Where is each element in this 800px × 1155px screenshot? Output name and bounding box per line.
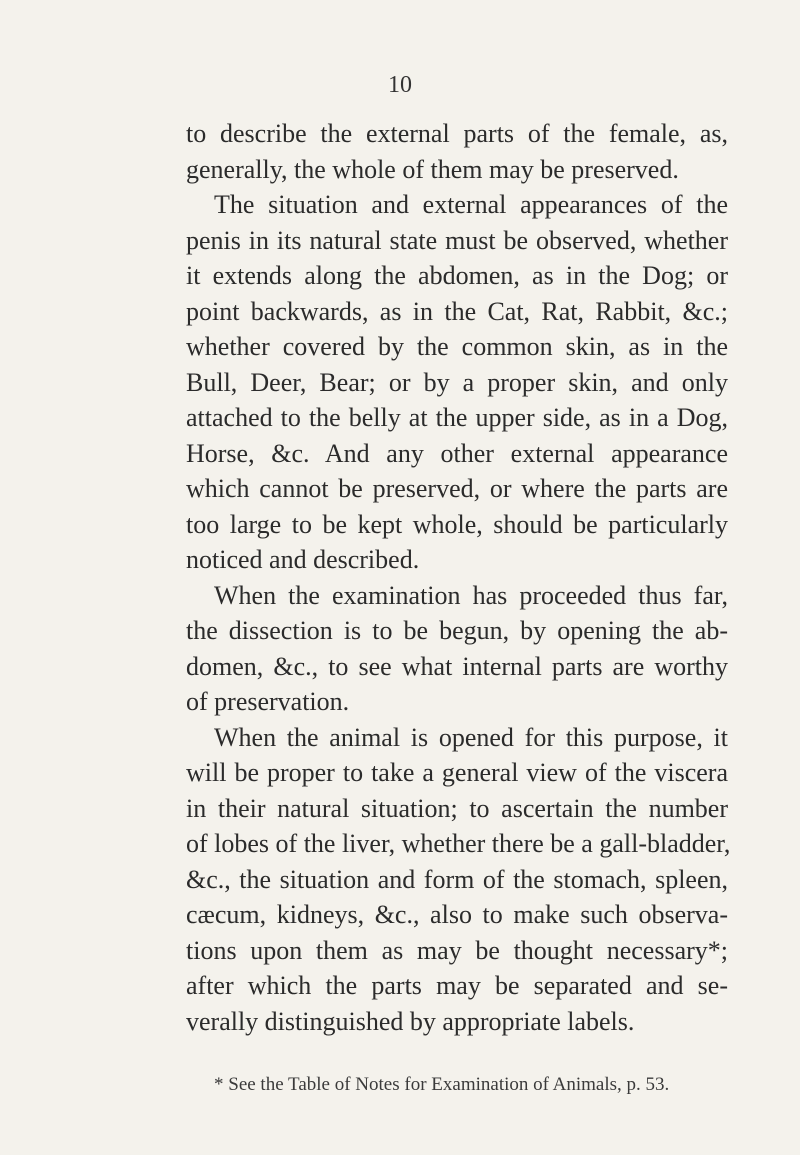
text-line: too large to be kept whole, should be particularly (186, 509, 728, 539)
text-line: tions upon them as may be thought necessary*; (186, 935, 728, 965)
text-line: When the examination has proceeded thus far, (214, 580, 728, 610)
text-line: whether covered by the common skin, as in the (186, 332, 728, 361)
footnote: * See the Table of Notes for Examination of Animals, p. 53. (214, 1074, 670, 1095)
text-line: of preservation. (186, 687, 350, 716)
text-line: penis in its natural state must be observed, whether (186, 225, 728, 255)
text-line: When the animal is opened for this purpose, it (214, 722, 728, 752)
text-line: in their natural situation; to ascertain the number (186, 793, 728, 823)
text-line: the dissection is to be begun, by opening the ab- (186, 616, 728, 645)
text-line: The situation and external appearances of the (214, 190, 728, 219)
text-line: after which the parts may be separated and se- (186, 971, 728, 1000)
body-text (186, 116, 731, 1039)
text-line: &c., the situation and form of the stomach, spleen, (186, 864, 728, 894)
text-line: Bull, Deer, Bear; or by a proper skin, and only (186, 367, 728, 397)
text-line: noticed and described. (186, 545, 420, 574)
text-line: generally, the whole of them may be preserved. (186, 154, 679, 184)
text-line: domen, &c., to see what internal parts are worthy (186, 651, 728, 681)
page-number: 10 (388, 72, 412, 98)
text-line: attached to the belly at the upper side, as in a Dog, (186, 403, 728, 432)
text-line: point backwards, as in the Cat, Rat, Rabbit, &c.; (186, 296, 728, 326)
text-line: verally distinguished by appropriate labels. (186, 1006, 635, 1036)
text-line: to describe the external parts of the female, as, (186, 119, 728, 148)
text-line: Horse, &c. And any other external appearance (186, 438, 728, 468)
text-line: cæcum, kidneys, &c., also to make such observa- (186, 900, 728, 929)
text-line: which cannot be preserved, or where the parts are (186, 474, 728, 503)
text-line: it extends along the abdomen, as in the Dog; or (186, 261, 728, 290)
text-line: will be proper to take a general view of the viscera (186, 758, 728, 787)
text-line: of lobes of the liver, whether there be a gall-bladder, (186, 829, 731, 858)
